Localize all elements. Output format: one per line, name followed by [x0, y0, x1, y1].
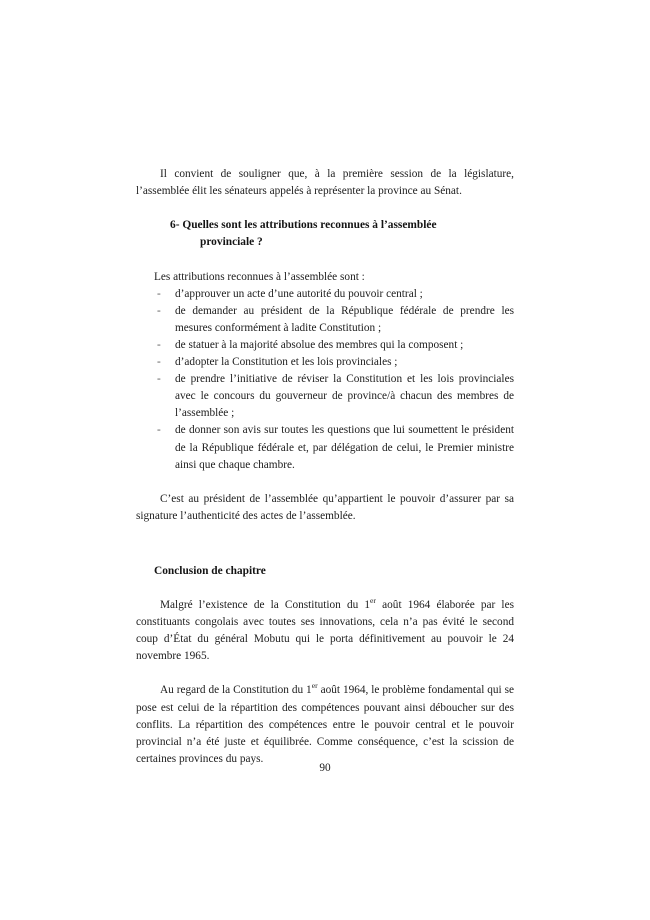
conclusion-paragraph-1 [136, 597, 514, 665]
spacer [136, 200, 514, 217]
spacer [136, 525, 514, 563]
list-dash-marker: - [157, 373, 161, 386]
conclusion-2-before-ordinal: Au regard de la Constitution du 1 [160, 684, 312, 697]
list-item [136, 286, 514, 303]
list-item-text: d’adopter la Constitution et les lois provinciales ; [175, 356, 398, 369]
attributions-list [136, 286, 514, 474]
ordinal-suffix-er: er [370, 596, 376, 606]
conclusion-1-after-ordinal: août 1964 élaborée par les constituants congolais avec toutes ses innovations, cela n’a pas évité le second coup d’État du général Mobutu qui le porta définitivement au pouvoir le 24 novembre 1965. [136, 599, 514, 663]
conclusion-1-before-ordinal: Malgré l’existence de la Constitution du 1 [160, 599, 371, 612]
spacer [136, 665, 514, 682]
page-body [136, 166, 514, 768]
list-item [136, 303, 514, 337]
list-dash-marker: - [157, 287, 161, 300]
list-item-text: de prendre l’initiative de réviser la Constitution et les lois provinciales avec le concours du gouverneur de province/à chacun des membres de l’assemblée ; [175, 373, 514, 420]
spacer [136, 474, 514, 491]
list-item-text: de demander au président de la République fédérale de prendre les mesures conformément à ladite Constitution ; [175, 304, 514, 334]
conclusion-paragraph-2 [136, 682, 514, 767]
section-heading-line-2: provinciale ? [200, 236, 263, 249]
conclusion-heading: Conclusion de chapitre [154, 564, 266, 577]
list-dash-marker: - [157, 356, 161, 369]
list-item [136, 371, 514, 422]
section-heading [136, 217, 500, 251]
authority-paragraph: C’est au président de l’assemblée qu’appartient le pouvoir d’assurer par sa signature l’authenticité des actes de l’assemblée. [136, 492, 514, 522]
list-item-text: d’approuver un acte d’une autorité du pouvoir central ; [175, 287, 423, 300]
list-item-text: de donner son avis sur toutes les questions que lui soumettent le président de la République fédérale et, par délégation de celui, le Premier ministre ainsi que chaque chambre. [175, 424, 514, 471]
ordinal-suffix-er: er [311, 681, 318, 691]
spacer [136, 252, 514, 269]
spacer [136, 580, 514, 597]
list-item [136, 337, 514, 354]
list-item [136, 422, 514, 473]
list-dash-marker: - [157, 304, 161, 317]
list-dash-marker: - [157, 338, 161, 351]
list-item-text: de statuer à la majorité absolue des membres qui la composent ; [175, 338, 464, 351]
list-lead-in: Les attributions reconnues à l’assemblée sont : [154, 270, 365, 283]
section-heading-line-1: 6- Quelles sont les attributions reconnues à l’assemblée [170, 219, 437, 232]
list-item [136, 354, 514, 371]
conclusion-2-after-ordinal: août 1964, le problème fondamental qui se pose est celui de la répartition des compétences pouvant ainsi déboucher sur des conflits. La répartition des compétences entre le pouvoir central et le pouvoir provincial n’a été juste et équilibrée. Comme conséquence, c’est la scission de certaines provinces du pays. [136, 684, 515, 765]
list-dash-marker: - [157, 424, 161, 437]
page-number: 90 [319, 762, 331, 774]
intro-paragraph: Il convient de souligner que, à la première session de la législature, l’assemblée élit les sénateurs appelés à représenter la province au Sénat. [136, 168, 514, 198]
